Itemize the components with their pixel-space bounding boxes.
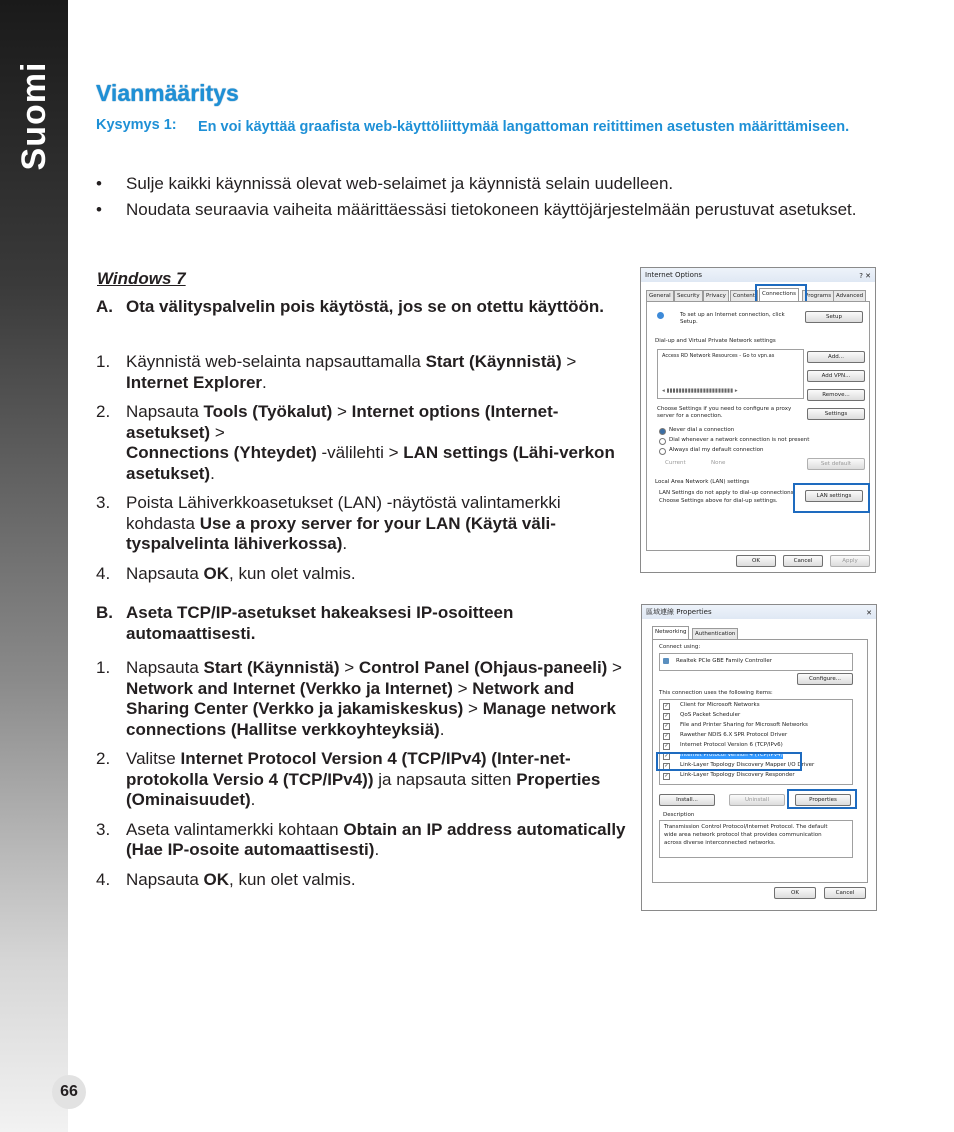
connections-pane: To set up an Internet connection, click Setup. Setup Dial-up and Virtual Private Network settings Access RD Network Resources - Go to vpn.as ◂ ▮▮▮▮▮▮▮▮▮▮▮▮▮▮▮▮▮▮▮▮▮▮ ▸ Add... Add VPN... Remove... Choose Settings if you need to configure a proxy server for a connection. Settings Never dial a connection Dial whenever a network connection is not present Always dial my default connection Current None Set default Local Area Network (LAN) settings LAN Settings do not apply to dial-up connections. Choose Settings above for dial-up settings. LAN settings: [646, 301, 870, 551]
tab-security[interactable]: Security: [674, 290, 703, 301]
tab-advanced[interactable]: Advanced: [833, 290, 866, 301]
ok-button[interactable]: OK: [774, 887, 816, 899]
properties-button[interactable]: Properties: [795, 794, 851, 806]
checkbox[interactable]: ✓: [664, 703, 669, 709]
windows-title: Windows 7: [97, 269, 186, 288]
radio-dial-when-absent[interactable]: [659, 438, 666, 445]
ok-button[interactable]: OK: [736, 555, 776, 567]
close-icon[interactable]: ? ✕: [859, 272, 871, 280]
cancel-button[interactable]: Cancel: [783, 555, 823, 567]
properties-highlight: [787, 789, 857, 809]
checkbox[interactable]: ✓: [664, 763, 669, 769]
network-adapter-icon: [663, 658, 669, 664]
dialog-titlebar: 區域連線 Properties ✕: [642, 605, 876, 619]
section-letter: A.: [96, 297, 113, 316]
checkbox[interactable]: ✓: [664, 773, 669, 779]
tab-general[interactable]: General: [646, 290, 674, 301]
connection-properties-dialog: [641, 604, 877, 911]
settings-button[interactable]: Settings: [807, 408, 865, 420]
section-b-steps: [96, 658, 631, 899]
section-letter: B.: [96, 603, 113, 622]
checkbox[interactable]: ✓: [664, 753, 669, 759]
step: 2. Valitse Internet Protocol Version 4 (TCP/IPv4) (Inter-net-protokolla Versio 4 (TCP/IPv4)) ja napsauta sitten Properties (Ominaisuudet).: [96, 749, 601, 809]
adapter-field: Realtek PCIe GBE Family Controller: [659, 653, 853, 671]
add-button[interactable]: Add...: [807, 351, 865, 363]
internet-options-dialog: [640, 267, 876, 573]
section-a-title: [96, 297, 631, 318]
sidebar: [0, 0, 68, 1132]
apply-button[interactable]: Apply: [830, 555, 870, 567]
list-item: • Sulje kaikki käynnissä olevat web-selaimet ja käynnistä selain uudelleen.: [96, 174, 886, 194]
language-label: Suomi: [15, 61, 53, 171]
step: 2. Napsauta Tools (Työkalut) > Internet options (Internet-asetukset) > Connections (Yhteydet) -välilehti > LAN settings (Lähi-verkon asetukset).: [96, 402, 615, 483]
install-button[interactable]: Install...: [659, 794, 715, 806]
checkbox[interactable]: ✓: [664, 743, 669, 749]
step: 4. Napsauta OK, kun olet valmis.: [96, 563, 356, 583]
step: 3. Poista Lähiverkkoasetukset (LAN) -näytöstä valintamerkki kohdasta Use a proxy server for your LAN (Käytä väli-tyspalvelinta lähiverkossa).: [96, 493, 561, 553]
section-heading: Ota välityspalvelin pois käytöstä, jos se on otettu käyttöön.: [126, 297, 605, 316]
section-heading: Aseta TCP/IP-asetukset hakeaksesi IP-osoitteen automaattisesti.: [126, 603, 514, 643]
radio-always-dial[interactable]: [659, 448, 666, 455]
close-icon[interactable]: ✕: [866, 609, 872, 617]
components-list[interactable]: ✓ Client for Microsoft Networks ✓ QoS Packet Scheduler ✓ File and Printer Sharing for Microsoft Networks ✓ Rawether NDIS 6.X SPR Protocol Driver ✓ Internet Protocol Version 6 (TCP/IPv6) ✓ Internet Protocol Version 4 (TCP/IPv4) ✓ Link-Layer Topology Discovery Mapper I/O Driver ✓ Link-Layer Topology Discovery Responder: [659, 699, 853, 785]
tab-content[interactable]: Content: [730, 290, 758, 301]
set-default-button[interactable]: Set default: [807, 458, 865, 470]
tab-privacy[interactable]: Privacy: [703, 290, 729, 301]
question-text: En voi käyttää graafista web-käyttöliittymää langattoman reitittimen asetusten määrittämiseen.: [198, 119, 850, 135]
tab-authentication[interactable]: Authentication: [692, 628, 738, 639]
tab-networking[interactable]: Networking: [652, 626, 689, 639]
ipv4-item[interactable]: Internet Protocol Version 4 (TCP/IPv4): [680, 752, 783, 758]
description-box: Transmission Control Protocol/Internet Protocol. The default wide area network protocol that provides communication across diverse interconnected networks.: [659, 820, 853, 858]
page-title: Vianmääritys: [96, 80, 239, 106]
tab-connections[interactable]: Connections: [759, 288, 799, 301]
uninstall-button[interactable]: Uninstall: [729, 794, 785, 806]
checkbox[interactable]: ✓: [664, 723, 669, 729]
step: 1. Käynnistä web-selainta napsauttamalla Start (Käynnistä) > Internet Explorer.: [96, 352, 577, 392]
lan-settings-highlight: [793, 483, 870, 513]
dialog-titlebar: Internet Options ? ✕: [641, 268, 875, 282]
list-item: • Noudata seuraavia vaiheita määrittäessäsi tietokoneen käyttöjärjestelmään perustuvat asetukset.: [96, 200, 886, 220]
checkbox[interactable]: ✓: [664, 713, 669, 719]
radio-never-dial[interactable]: [659, 428, 666, 435]
bullet-list: [96, 174, 886, 226]
lan-settings-button[interactable]: LAN settings: [805, 490, 863, 502]
setup-button[interactable]: Setup: [805, 311, 863, 323]
networking-pane: Connect using: Realtek PCIe GBE Family Controller Configure... This connection uses the following items: ✓ Client for Microsoft Networks ✓ QoS Packet Scheduler ✓ File and Printer Sharing for Microsoft Networks ✓ Rawether NDIS 6.X SPR Protocol Driver ✓ Internet Protocol Version 6 (TCP/IPv6) ✓ Internet Protocol Version 4 (TCP/IPv4) ✓ Link-Layer Topology Discovery Mapper I/O Driver ✓ Link-Layer Topology Discovery Responder Install... Uninstall Properties Description Transmission Control Protocol/Internet Protocol. The default wide area network protocol that provides communication across diverse interconnected networks.: [652, 639, 868, 883]
section-a-steps: [96, 352, 631, 593]
tab-programs[interactable]: Programs: [802, 290, 834, 301]
dialup-list[interactable]: Access RD Network Resources - Go to vpn.as ◂ ▮▮▮▮▮▮▮▮▮▮▮▮▮▮▮▮▮▮▮▮▮▮ ▸: [657, 349, 804, 399]
section-b-title: [96, 603, 631, 644]
cancel-button[interactable]: Cancel: [824, 887, 866, 899]
remove-button[interactable]: Remove...: [807, 389, 865, 401]
configure-button[interactable]: Configure...: [797, 673, 853, 685]
page-number: 66: [52, 1075, 86, 1109]
checkbox[interactable]: ✓: [664, 733, 669, 739]
scrollbar[interactable]: ◂ ▮▮▮▮▮▮▮▮▮▮▮▮▮▮▮▮▮▮▮▮▮▮ ▸: [662, 388, 738, 394]
step: 1. Napsauta Start (Käynnistä) > Control Panel (Ohjaus-paneeli) > Network and Internet (Verkko ja Internet) > Network and Sharing Center (Verkko ja jakamiskeskus) > Manage network connections (Hallitse verkkoyhteyksiä).: [96, 658, 622, 739]
add-vpn-button[interactable]: Add VPN...: [807, 370, 865, 382]
step: 3. Aseta valintamerkki kohtaan Obtain an IP address automatically (Hae IP-osoite automaattisesti).: [96, 819, 626, 859]
question-label: Kysymys 1:: [96, 117, 177, 133]
step: 4. Napsauta OK, kun olet valmis.: [96, 869, 356, 889]
ipv4-highlight: [656, 752, 802, 771]
globe-icon: [657, 312, 664, 319]
